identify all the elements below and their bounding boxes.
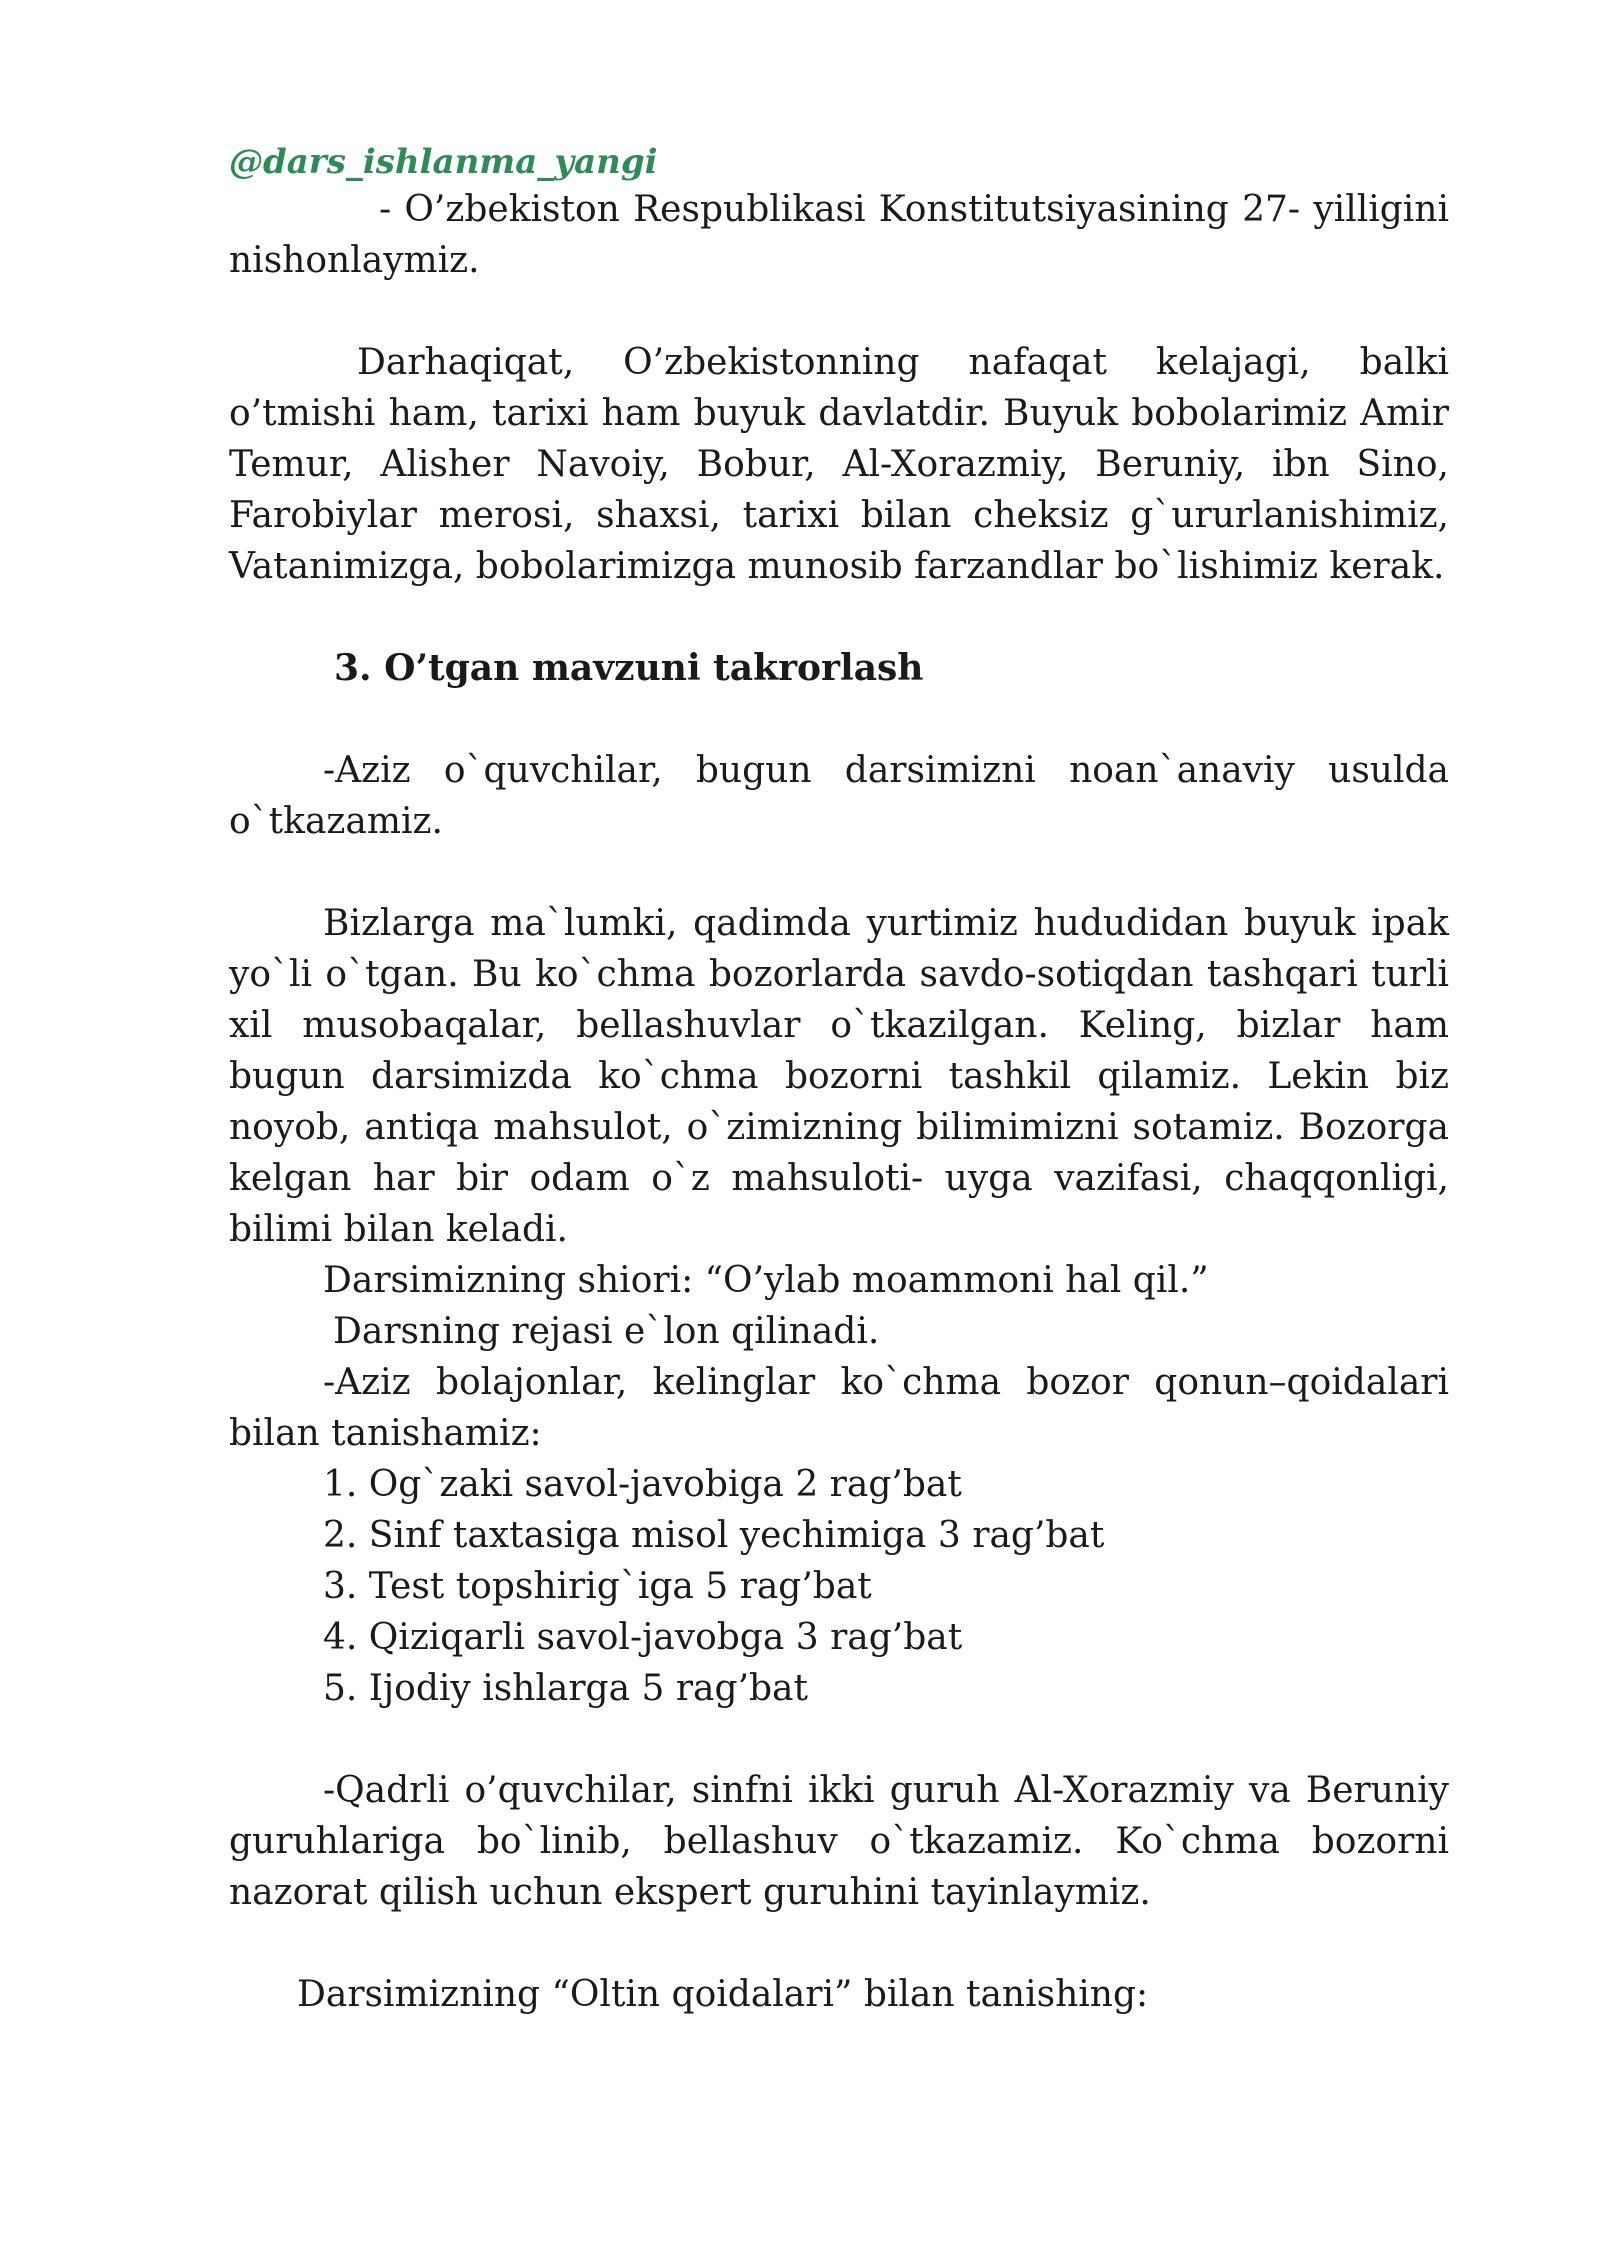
spacer — [229, 286, 1449, 337]
spacer — [229, 1714, 1449, 1765]
rules-list — [229, 1459, 1449, 1714]
list-item: 4. Qiziqarli savol-javobga 3 rag’bat — [323, 1617, 963, 1658]
spacer — [229, 847, 1449, 898]
list-item: 1. Og`zaki savol-javobiga 2 rag’bat — [323, 1464, 962, 1505]
list-item: 3. Test topshirig`iga 5 rag’bat — [323, 1566, 872, 1607]
list-item: 5. Ijodiy ishlarga 5 rag’bat — [323, 1668, 808, 1709]
paragraph-rules-intro: -Aziz bolajonlar, kelinglar ko`chma bozor qonun–qoidalari bilan tanishamiz: — [229, 1362, 1449, 1454]
spacer — [229, 592, 1449, 643]
paragraph-groups: -Qadrli o’quvchilar, sinfni ikki guruh Al-Xorazmiy va Beruniy guruhlariga bo`linib, bellashuv o`tkazamiz. Ko`chma bozorni nazorat qilish uchun ekspert guruhini tayinlaymiz. — [229, 1770, 1449, 1913]
paragraph-history: Darhaqiqat, O’zbekistonning nafaqat kelajagi, balki o’tmishi ham, tarixi ham buyuk davlatdir. Buyuk bobolarimiz Amir Temur, Alisher Navoiy, Bobur, Al-Xorazmiy, Beruniy, ibn Sino, Farobiylar merosi, shaxsi, tarixi bilan cheksiz g`ururlanishimiz, Vatanimizga, bobolarimizga munosib farzandlar bo`lishimiz kerak. — [229, 342, 1449, 587]
paragraph-golden-rules: Darsimizning “Oltin qoidalari” bilan tanishing: — [297, 1974, 1149, 2015]
paragraph-constitution: - O’zbekiston Respublikasi Konstitutsiyasining 27- yilligini nishonlaymiz. — [229, 189, 1449, 281]
list-item: 2. Sinf taxtasiga misol yechimiga 3 rag’bat — [323, 1515, 1105, 1556]
paragraph-motto: Darsimizning shiori: “O’ylab moammoni hal qil.” — [323, 1260, 1209, 1301]
paragraph-silk-road: Bizlarga ma`lumki, qadimda yurtimiz hududidan buyuk ipak yo`li o`tgan. Bu ko`chma bozorlarda savdo-sotiqdan tashqari turli xil musobaqalar, bellashuvlar o`tkazilgan. Keling, bizlar ham bugun darsimizda ko`chma bozorni tashkil qilamiz. Lekin biz noyob, antiqa mahsulot, o`zimizning bilimimizni sotamiz. Bozorga kelgan har bir odam o`z mahsuloti- uyga vazifasi, chaqqonligi, bilimi bilan keladi. — [229, 903, 1449, 1250]
paragraph-plan: Darsning rejasi e`lon qilinadi. — [333, 1311, 880, 1352]
spacer — [229, 694, 1449, 745]
section-heading: 3. O’tgan mavzuni takrorlash — [334, 647, 924, 689]
spacer — [229, 1918, 1449, 1969]
document-body — [229, 140, 1449, 2020]
channel-handle: @dars_ishlanma_yangi — [229, 142, 658, 182]
paragraph-intro: -Aziz o`quvchilar, bugun darsimizni noan`anaviy usulda o`tkazamiz. — [229, 750, 1449, 842]
